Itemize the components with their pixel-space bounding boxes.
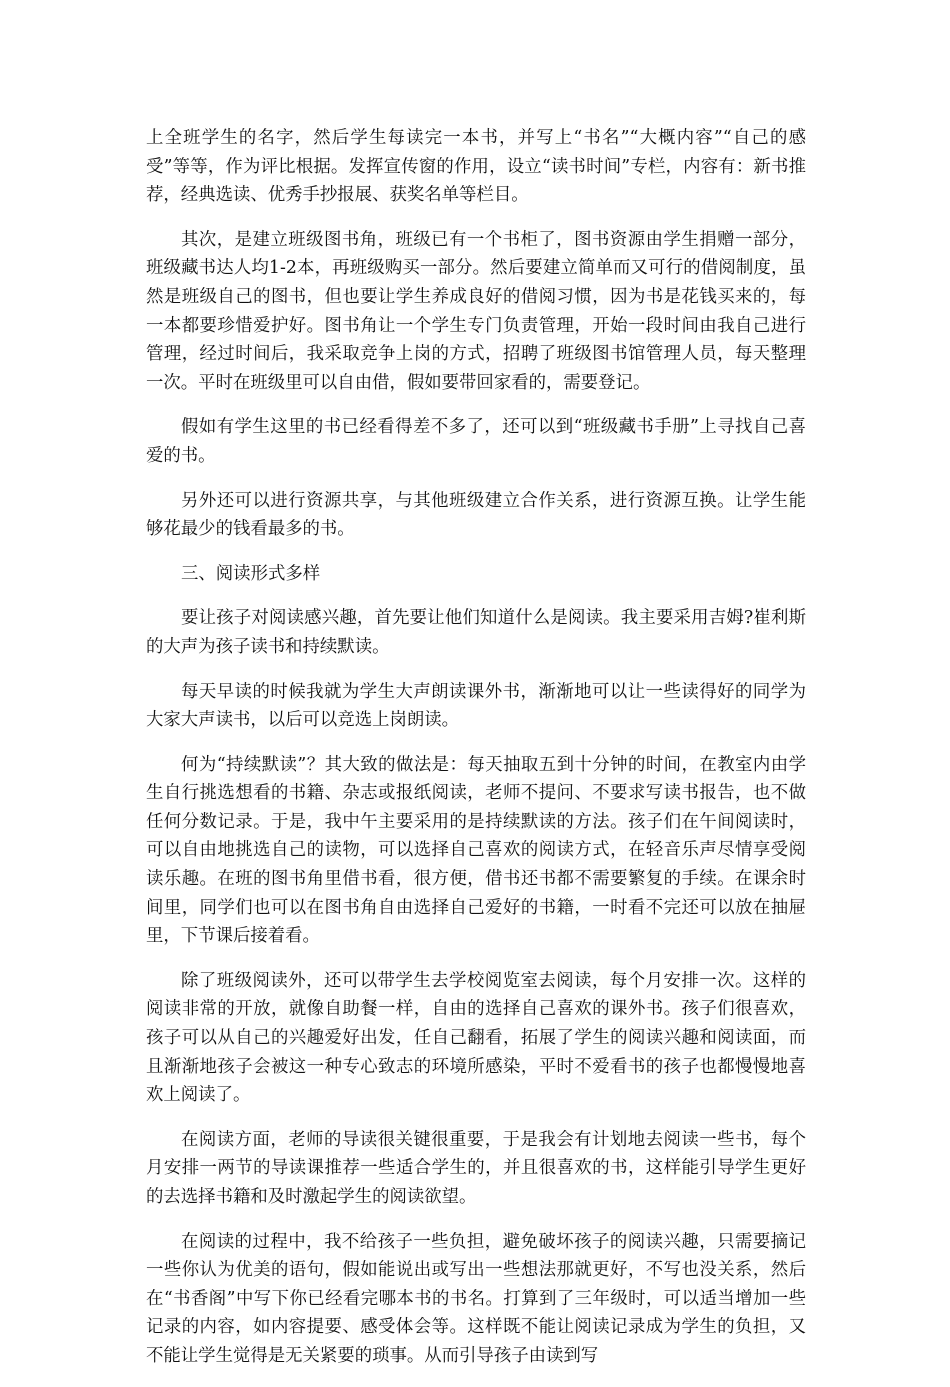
- paragraph-1: 上全班学生的名字，然后学生每读完一本书，并写上“书名”“大概内容”“自己的感受”等等，作为评比根据。发挥宣传窗的作用，设立“读书时间”专栏，内容有：新书推荐，经典选读、优秀手抄报展、获奖名单等栏目。: [146, 128, 806, 206]
- paragraph-10: 在阅读的过程中，我不给孩子一些负担，避免破坏孩子的阅读兴趣，只需要摘记一些你认为优美的语句，假如能说出或写出一些想法那就更好，不写也没关系，然后在“书香阁”中写下你已经看完哪本书的书名。打算到了三年级时，可以适当增加一些记录的内容，如内容提要、感受体会等。这样既不能让阅读记录成为学生的负担，又不能让学生觉得是无关紧要的琐事。从而引导孩子由读到写: [146, 1231, 806, 1366]
- paragraph-2: 其次，是建立班级图书角，班级已有一个书柜了，图书资源由学生捐赠一部分，班级藏书达人均1-2本，再班级购买一部分。然后要建立简单而又可行的借阅制度，虽然是班级自己的图书，但也要让学生养成良好的借阅习惯，因为书是花钱买来的，每一本都要珍惜爱护好。图书角让一个学生专门负责管理，开始一段时间由我自己进行管理，经过时间后，我采取竞争上岗的方式，招聘了班级图书馆管理人员，每天整理一次。平时在班级里可以自由借，假如要带回家看的，需要登记。: [146, 229, 806, 393]
- paragraph-3: 假如有学生这里的书已经看得差不多了，还可以到“班级藏书手册”上寻找自己喜爱的书。: [146, 417, 806, 466]
- paragraph-5: 要让孩子对阅读感兴趣，首先要让他们知道什么是阅读。我主要采用吉姆?崔利斯的大声为孩子读书和持续默读。: [146, 608, 806, 657]
- paragraph-8: 除了班级阅读外，还可以带学生去学校阅览室去阅读，每个月安排一次。这样的阅读非常的开放，就像自助餐一样，自由的选择自己喜欢的课外书。孩子们很喜欢，孩子可以从自己的兴趣爱好出发，任自己翻看，拓展了学生的阅读兴趣和阅读面，而且渐渐地孩子会被这一种专心致志的环境所感染，平时不爱看书的孩子也都慢慢地喜欢上阅读了。: [146, 970, 806, 1106]
- paragraph-4: 另外还可以进行资源共享，与其他班级建立合作关系，进行资源互换。让学生能够花最少的钱看最多的书。: [146, 490, 806, 540]
- section-heading-3: 三、阅读形式多样: [181, 563, 321, 584]
- document-body: [146, 124, 806, 1387]
- paragraph-6: 每天早读的时候我就为学生大声朗读课外书，渐渐地可以让一些读得好的同学为大家大声读书，以后可以竞选上岗朗读。: [146, 681, 806, 731]
- paragraph-9: 在阅读方面，老师的导读很关键很重要，于是我会有计划地去阅读一些书，每个月安排一两节的导读课推荐一些适合学生的，并且很喜欢的书，这样能引导学生更好的去选择书籍和及时激起学生的阅读欲望。: [146, 1129, 806, 1207]
- paragraph-7: 何为“持续默读”？其大致的做法是：每天抽取五到十分钟的时间，在教室内由学生自行挑选想看的书籍、杂志或报纸阅读，老师不提问、不要求写读书报告，也不做任何分数记录。于是，我中午主要采用的是持续默读的方法。孩子们在午间阅读时，可以自由地挑选自己的读物，可以选择自己喜欢的阅读方式，在轻音乐声尽情享受阅读乐趣。在班的图书角里借书看，很方便，借书还书都不需要繁复的手续。在课余时间里，同学们也可以在图书角自由选择自己爱好的书籍，一时看不完还可以放在抽屉里，下节课后接着看。: [146, 754, 806, 947]
